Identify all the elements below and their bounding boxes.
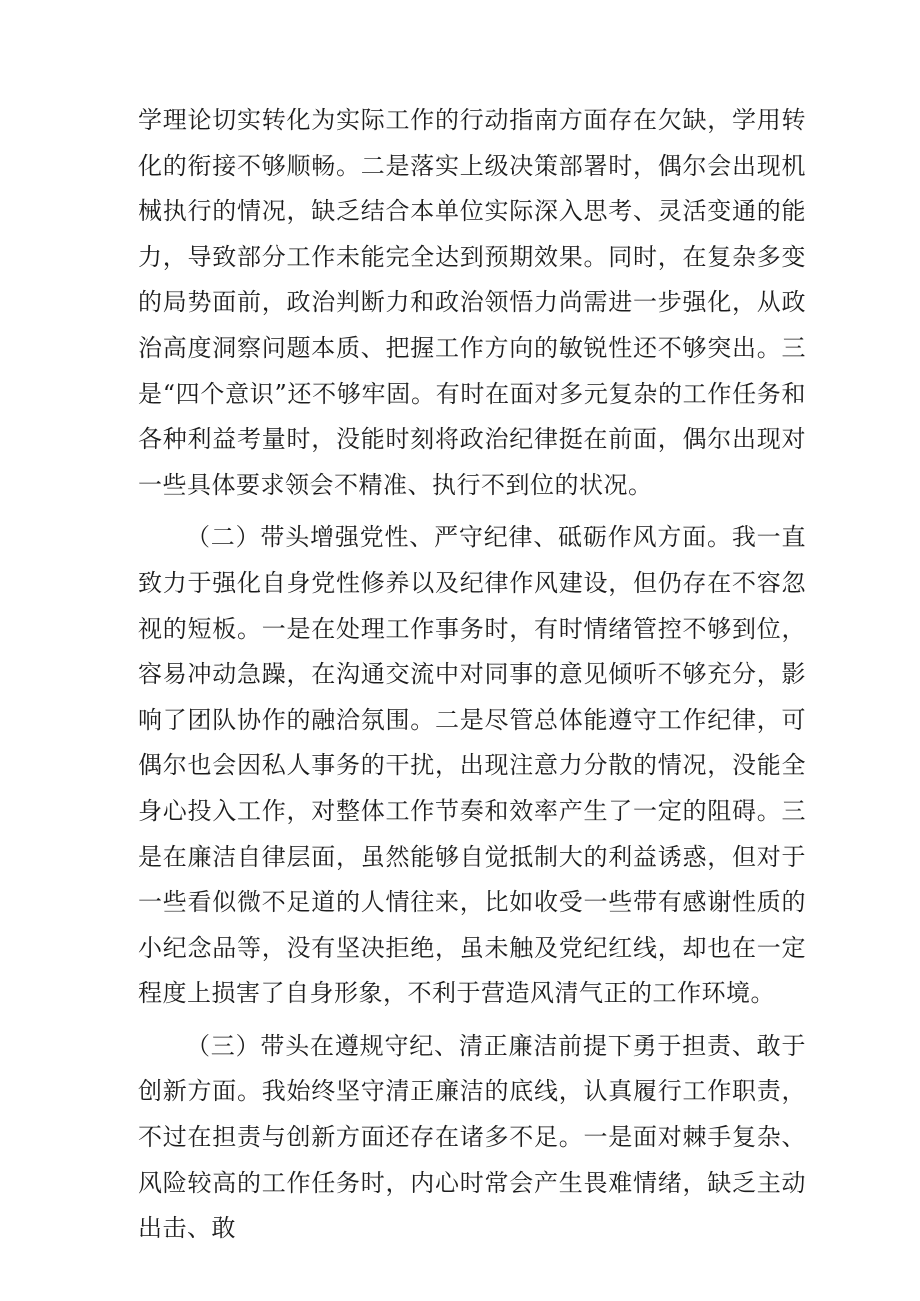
document-body <box>138 98 806 1252</box>
paragraph-section-2: （二）带头增强党性、严守纪律、砥砺作风方面。我一直致力于强化自身党性修养以及纪律作风建设，但仍存在不容忽视的短板。一是在处理工作事务时，有时情绪管控不够到位，容易冲动急躁，在沟通交流中对同事的意见倾听不够充分，影响了团队协作的融洽氛围。二是尽管总体能遵守工作纪律，可偶尔也会因私人事务的干扰，出现注意力分散的情况，没能全身心投入工作，对整体工作节奏和效率产生了一定的阻碍。三是在廉洁自律层面，虽然能够自觉抵制大的利益诱惑，但对于一些看似微不足道的人情往来，比如收受一些带有感谢性质的小纪念品等，没有坚决拒绝，虽未触及党纪红线，却也在一定程度上损害了自身形象，不利于营造风清气正的工作环境。 <box>138 523 806 1008</box>
paragraph-continuation: 学理论切实转化为实际工作的行动指南方面存在欠缺，学用转化的衔接不够顺畅。二是落实上级决策部署时，偶尔会出现机械执行的情况，缺乏结合本单位实际深入思考、灵活变通的能力，导致部分工作未能完全达到预期效果。同时，在复杂多变的局势面前，政治判断力和政治领悟力尚需进一步强化，从政治高度洞察问题本质、把握工作方向的敏锐性还不够突出。三是“四个意识”还不够牢固。有时在面对多元复杂的工作任务和各种利益考量时，没能时刻将政治纪律挺在前面，偶尔出现对一些具体要求领会不精准、执行不到位的状况。 <box>138 106 806 499</box>
paragraph-section-3: （三）带头在遵规守纪、清正廉洁前提下勇于担责、敢于创新方面。我始终坚守清正廉洁的底线，认真履行工作职责，不过在担责与创新方面还存在诸多不足。一是面对棘手复杂、风险较高的工作任务时，内心时常会产生畏难情绪，缺乏主动出击、敢 <box>138 1031 806 1243</box>
